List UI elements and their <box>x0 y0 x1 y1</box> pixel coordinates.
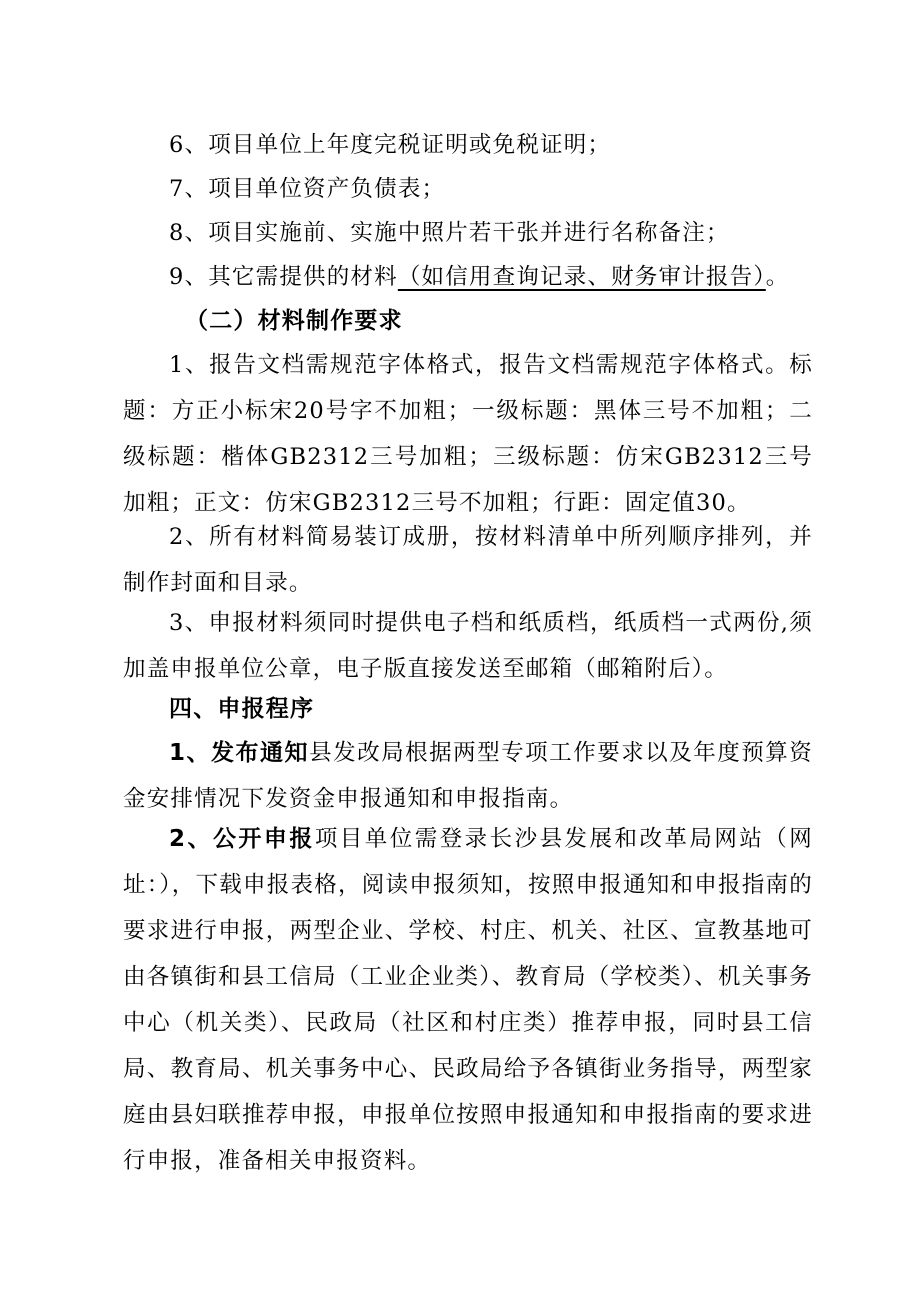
list-item-9-underlined: （如信用查询记录、财务审计报告） <box>397 264 766 290</box>
procedure-step-1 <box>123 730 813 822</box>
procedure-step-2 <box>123 816 813 1184</box>
list-item-9-prefix: 9、其它需提供的材料 <box>169 264 398 290</box>
list-item-6: 6、项目单位上年度完税证明或免税证明； <box>169 132 612 158</box>
procedure-heading: 四、申报程序 <box>169 696 315 722</box>
list-item-8: 8、项目实施前、实施中照片若干张并进行名称备注； <box>169 220 730 246</box>
list-item-9-suffix: 。 <box>765 264 790 290</box>
materials-heading: （二）材料制作要求 <box>185 308 403 334</box>
materials-paragraph-1: 1、报告文档需规范字体格式，报告文档需规范字体格式。标题：方正小标宋20号字不加粗；一级标题：黑体三号不加粗；二级标题：楷体GB2312三号加粗；三级标题：仿宋GB2312三号加粗；正文：仿宋GB2312三号不加粗；行距：固定值30。 <box>123 352 813 516</box>
procedure-step-2-text: 项目单位需登录长沙县发展和改革局网站（网址：），下载申报表格，阅读申报须知，按照申报通知和申报指南的要求进行申报，两型企业、学校、村庄、机关、社区、宣教基地可由各镇街和县工信局（工业企业类）、教育局（学校类）、机关事务中心（机关类）、民政局（社区和村庄类）推荐申报，同时县工信局、教育局、机关事务中心、民政局给予各镇街业务指导，两型家庭由县妇联推荐申报，申报单位按照申报通知和申报指南的要求进行申报，准备相关申报资料。 <box>123 826 813 1174</box>
procedure-step-1-lead: 1、发布通知 <box>169 740 310 766</box>
materials-paragraph-2: 2、所有材料简易装订成册，按材料清单中所列顺序排列，并制作封面和目录。 <box>123 524 813 596</box>
list-item-7: 7、项目单位资产负债表； <box>169 176 446 202</box>
procedure-step-2-lead: 2、公开申报 <box>169 826 315 852</box>
materials-paragraph-3: 3、申报材料须同时提供电子档和纸质档，纸质档一式两份,须加盖申报单位公章，电子版直接发送至邮箱（邮箱附后）。 <box>123 610 813 682</box>
procedure-step-1-text: 县发改局根据两型专项工作要求以及年度预算资金安排情况下发资金申报通知和申报指南。 <box>123 740 813 812</box>
list-item-9 <box>123 254 813 300</box>
